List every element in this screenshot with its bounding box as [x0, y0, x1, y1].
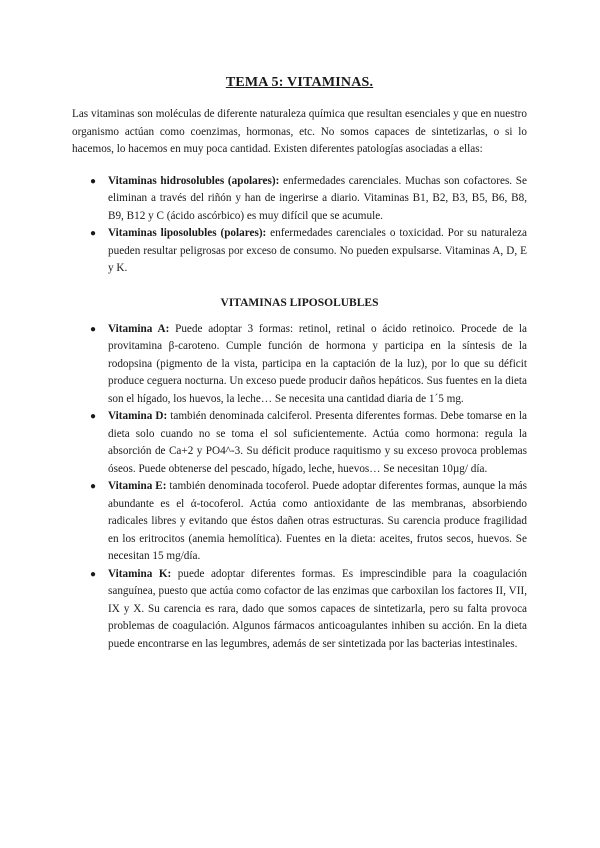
term-label: Vitamina A: — [108, 322, 170, 335]
list-item-vitamina-d — [72, 408, 527, 478]
term-label: Vitaminas liposolubles (polares): — [108, 227, 267, 239]
term-label: Vitamina K: — [108, 567, 172, 580]
term-label: Vitamina D: — [108, 410, 168, 422]
term-label: Vitaminas hidrosolubles (apolares): — [108, 174, 280, 187]
term-text: Puede adoptar 3 formas: retinol, retinal o ácido retinoico. Procede de la provitamina β-caroteno. Cumple función de hormona y participa en la síntesis de la rodopsina (pigmento de la vista, participa en la captación de la luz), por lo que su déficit produce ceguera nocturna. Un exceso puede producir daños hepáticos. Sus fuentes en la dieta son el hígado, los huevos, la leche… Se necesita una cantidad diaria de 1´5 mg. — [108, 322, 527, 405]
list-item-vitamina-k — [72, 566, 527, 654]
term-text: también denominada tocoferol. Puede adoptar diferentes formas, aunque la más abundante es el ά-tocoferol. Actúa como antioxidante de las membranas, absorbiendo radicales libres y evitando que éstos dañen otras estructuras. Su carencia produce fragilidad en los eritrocitos (anemia hemolítica). Fuentes en la dieta: aceites, frutos secos, huevos. Se necesitan 15 mg/día. — [108, 480, 527, 562]
term-text: también denominada calciferol. Presenta diferentes formas. Debe tomarse en la dieta solo cuando no se toma el sol suficientemente. Actúa como hormona: regula la absorción de Ca+2 y PO4^-3. Su déficit produce raquitismo y su exceso provoca problemas óseos. Puede obtenerse del pescado, hígado, leche, huevos… Se necesitan 10µg/ día. — [108, 410, 528, 475]
term-text: enfermedades carenciales o toxicidad. Por su naturaleza pueden resultar peligrosas por exceso de consumo. No pueden expulsarse. Vitaminas A, D, E y K. — [108, 227, 527, 274]
bullet-icon: ● — [90, 568, 97, 580]
term-text: puede adoptar diferentes formas. Es imprescindible para la coagulación sanguínea, puesto que actúa como cofactor de las enzimas que carboxilan los factores II, VII, IX y X. Su carencia es rara, dado que somos capaces de sintetizarla, pero su falta provoca problemas de coagulación. Algunos fármacos anticoagulantes inhiben su acción. En la dieta puede encontrarse en las legumbres, además de ser sintetizada por las bacterias intestinales. — [108, 567, 527, 650]
term-label: Vitamina E: — [108, 480, 167, 492]
liposoluble-vitamins-list — [72, 321, 527, 654]
list-item-hidrosolubles — [72, 173, 527, 226]
bullet-icon: ● — [90, 228, 97, 239]
bullet-icon: ● — [90, 411, 97, 422]
bullet-icon: ● — [90, 323, 97, 335]
bullet-icon: ● — [90, 175, 97, 187]
bullet-icon: ● — [90, 481, 97, 492]
term-text: enfermedades carenciales. Muchas son cofactores. Se eliminan a través del riñón y han de ingerirse a diario. Vitaminas B1, B2, B3, B5, B6, B8, B9, B12 y C (ácido ascórbico) es muy difícil que se acumule. — [108, 174, 527, 222]
list-item-vitamina-e — [72, 478, 527, 566]
intro-paragraph: Las vitaminas son moléculas de diferente naturaleza química que resultan esenciales y que en nuestro organismo actúan como coenzimas, hormonas, etc. No somos capaces de sintetizarlas, o si lo hacemos, lo hacemos en muy poca cantidad. Existen diferentes patologías asociadas a ellas: — [72, 108, 527, 155]
section-title: VITAMINAS LIPOSOLUBLES — [220, 296, 379, 309]
list-item-vitamina-a — [72, 321, 527, 409]
vitamin-types-list — [72, 173, 527, 278]
list-item-liposolubles — [72, 225, 527, 278]
page-title: TEMA 5: VITAMINAS. — [225, 75, 374, 90]
document-page — [72, 0, 527, 653]
